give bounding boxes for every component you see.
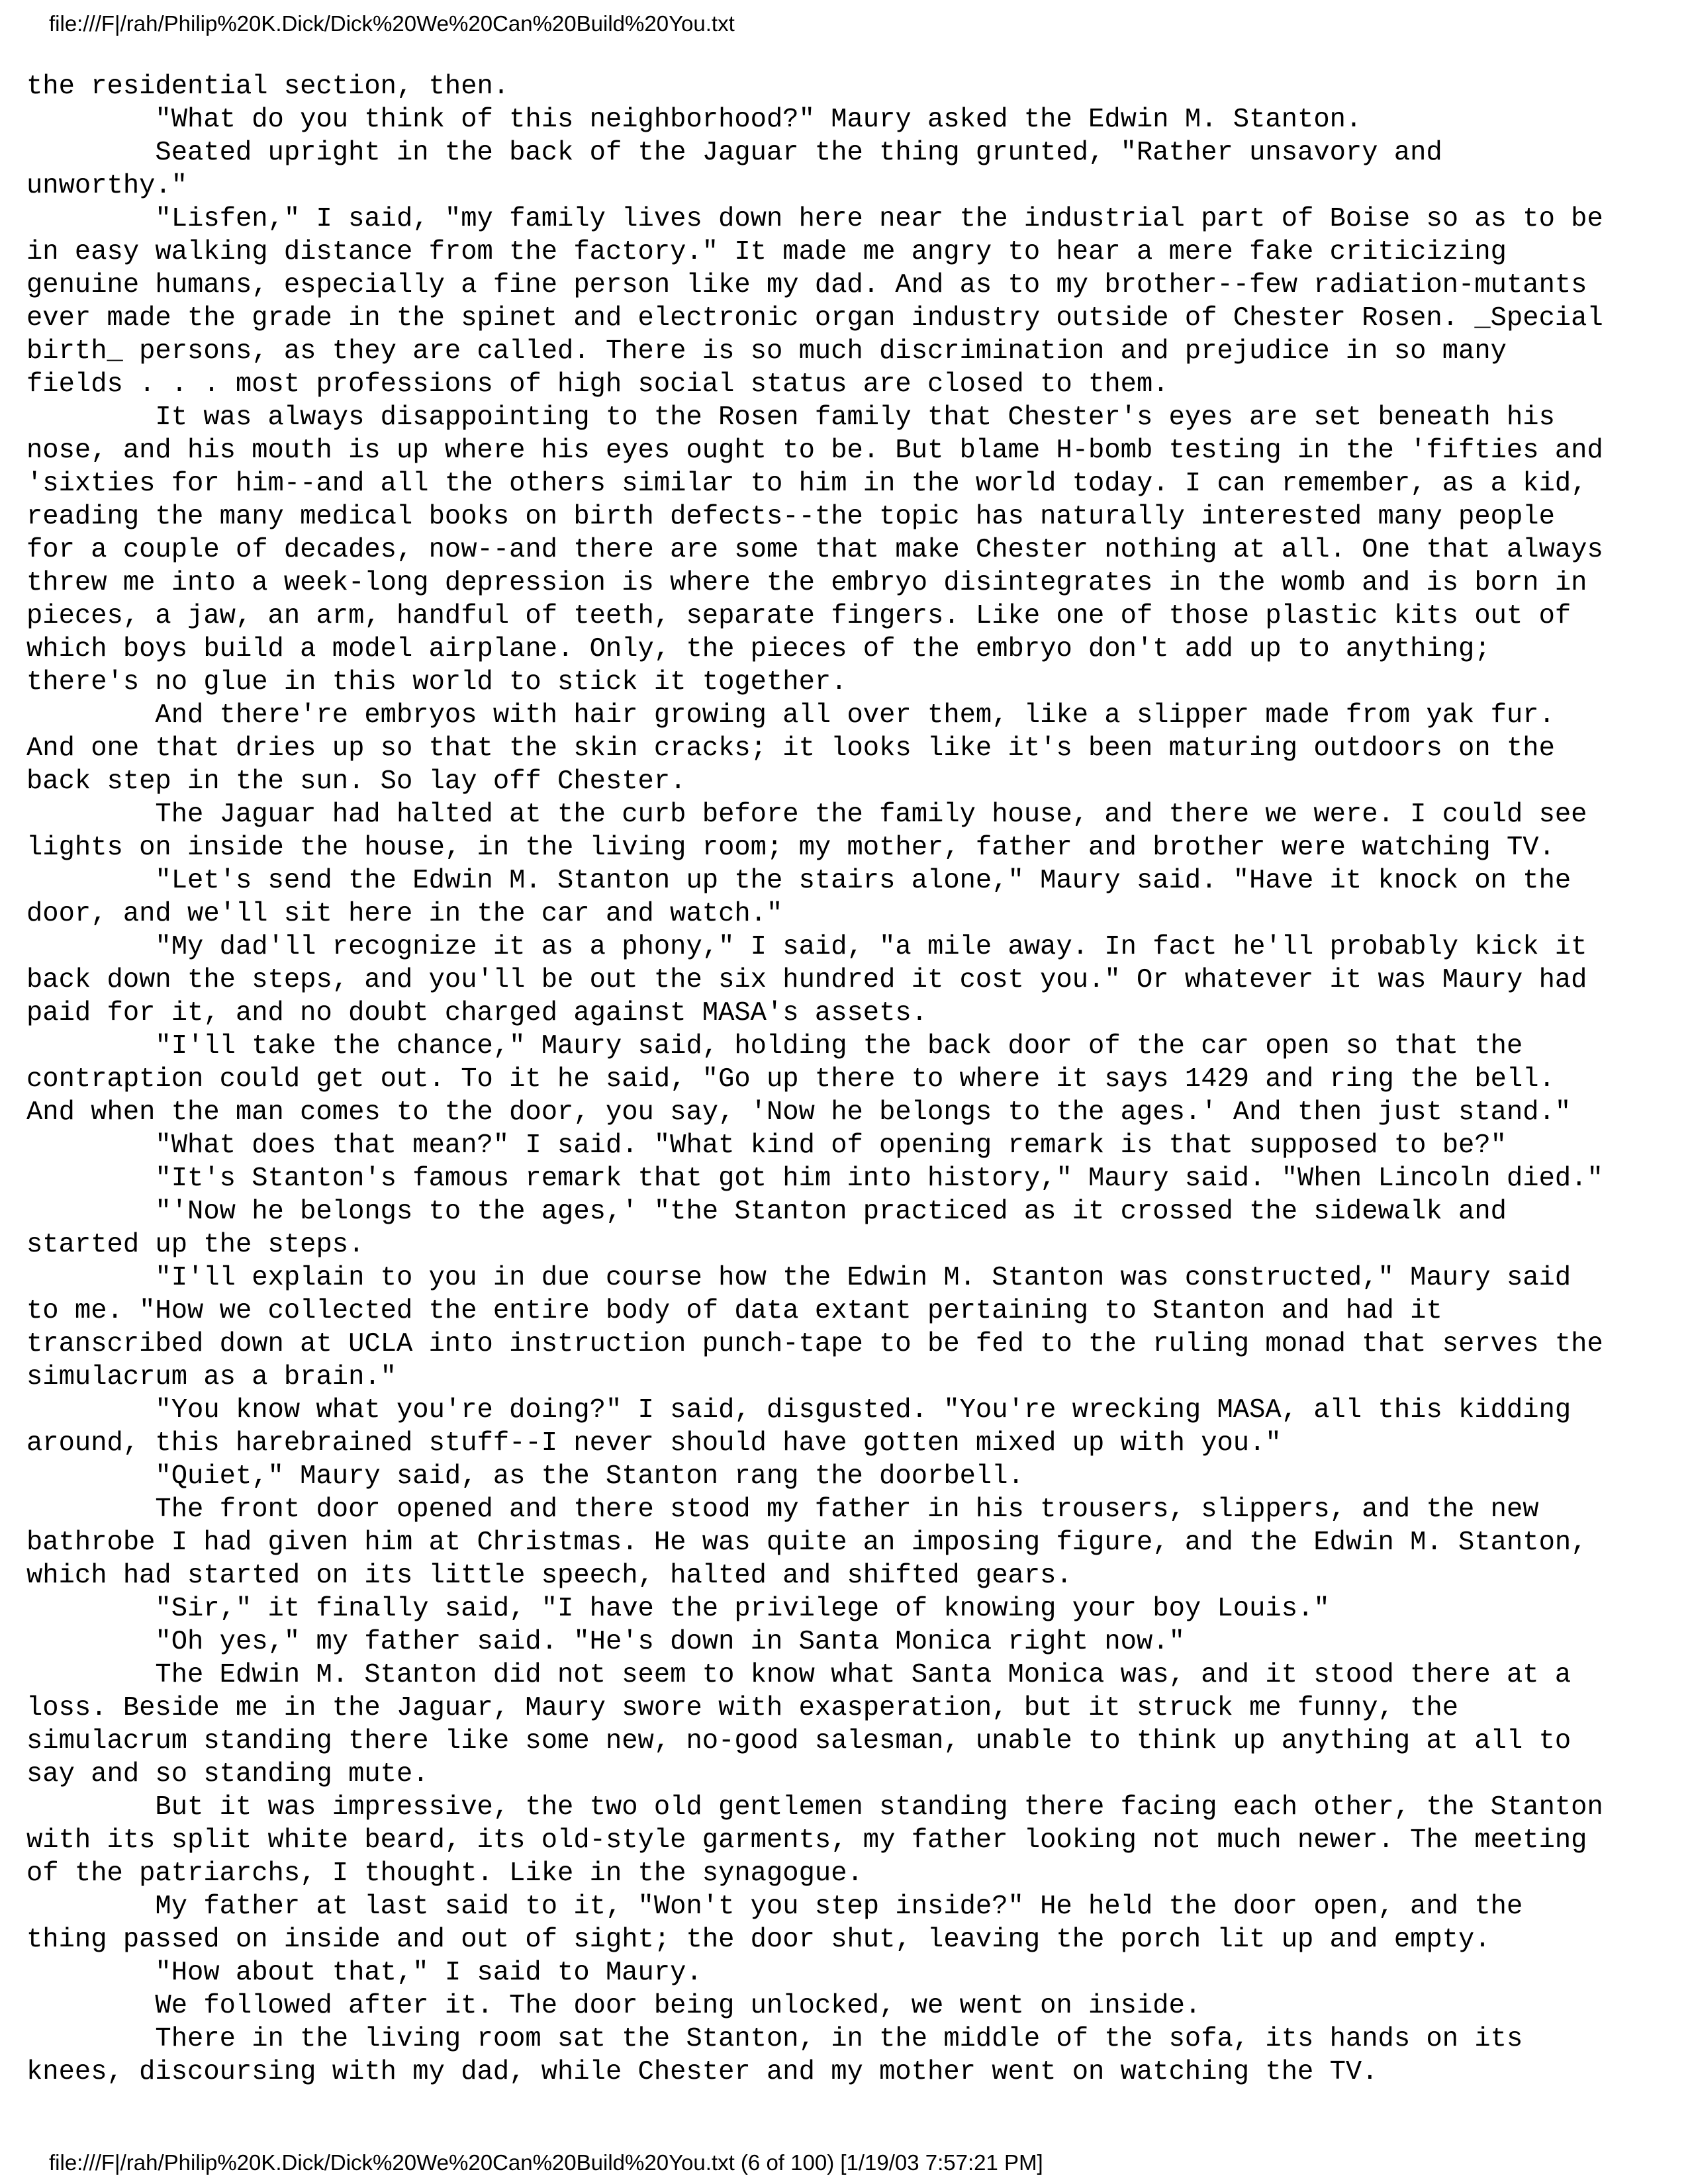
text-line: The Edwin M. Stanton did not seem to know what Santa Monica was, and it stood there at a <box>26 1660 1571 1690</box>
text-line: "What does that mean?" I said. "What kind of opening remark is that supposed to be?" <box>26 1130 1507 1161</box>
text-line: back step in the sun. So lay off Chester. <box>26 766 686 797</box>
text-line: in easy walking distance from the factory." It made me angry to hear a mere fake criticizing <box>26 237 1507 267</box>
text-line: back down the steps, and you'll be out the six hundred it cost you." Or whatever it was Maury had <box>26 965 1587 995</box>
text-line: "My dad'll recognize it as a phony," I said, "a mile away. In fact he'll probably kick it <box>26 932 1587 962</box>
text-line: But it was impressive, the two old gentlemen standing there facing each other, the Stanton <box>26 1792 1603 1823</box>
text-line: nose, and his mouth is up where his eyes ought to be. But blame H-bomb testing in the 'fifties and <box>26 435 1603 466</box>
text-line: say and so standing mute. <box>26 1759 429 1790</box>
footer-file-info: file:///F|/rah/Philip%20K.Dick/Dick%20We%20Can%20Build%20You.txt (6 of 100) [1/19/03 7:57:21 PM] <box>49 2150 1043 2175</box>
text-line: for a couple of decades, now--and there are some that make Chester nothing at all. One that always <box>26 535 1603 565</box>
text-line: paid for it, and no doubt charged against MASA's assets. <box>26 998 928 1028</box>
text-line: The front door opened and there stood my father in his trousers, slippers, and the new <box>26 1494 1539 1525</box>
text-line: started up the steps. <box>26 1230 365 1260</box>
text-line: The Jaguar had halted at the curb before the family house, and there we were. I could see <box>26 799 1587 830</box>
text-line: around, this harebrained stuff--I never should have gotten mixed up with you." <box>26 1428 1282 1459</box>
text-line: "Sir," it finally said, "I have the privilege of knowing your boy Louis." <box>26 1594 1330 1624</box>
text-line: genuine humans, especially a fine person like my dad. And as to my brother--few radiation-mutants <box>26 270 1587 300</box>
text-line: unworthy." <box>26 171 188 201</box>
text-line: 'sixties for him--and all the others similar to him in the world today. I can remember, as a kid, <box>26 469 1587 499</box>
text-line: reading the many medical books on birth defects--the topic has naturally interested many people <box>26 502 1555 532</box>
text-line: pieces, a jaw, an arm, handful of teeth, separate fingers. Like one of those plastic kits out of <box>26 601 1571 631</box>
text-line: "Let's send the Edwin M. Stanton up the stairs alone," Maury said. "Have it knock on the <box>26 866 1571 896</box>
text-line: door, and we'll sit here in the car and watch." <box>26 899 783 929</box>
text-line: transcribed down at UCLA into instruction punch-tape to be fed to the ruling monad that serves the <box>26 1329 1603 1359</box>
header-file-url: file:///F|/rah/Philip%20K.Dick/Dick%20We%20Can%20Build%20You.txt <box>49 11 735 36</box>
text-line: with its split white beard, its old-style garments, my father looking not much newer. The meeting <box>26 1825 1587 1856</box>
text-line: simulacrum as a brain." <box>26 1362 397 1392</box>
text-line: threw me into a week-long depression is where the embryo disintegrates in the womb and is born in <box>26 568 1587 598</box>
text-line: We followed after it. The door being unlocked, we went on inside. <box>26 1991 1201 2021</box>
text-line: And when the man comes to the door, you say, 'Now he belongs to the ages.' And then just stand." <box>26 1097 1571 1128</box>
text-line: "You know what you're doing?" I said, disgusted. "You're wrecking MASA, all this kidding <box>26 1395 1571 1426</box>
text-line: loss. Beside me in the Jaguar, Maury swore with exasperation, but it struck me funny, the <box>26 1693 1459 1723</box>
text-line: And there're embryos with hair growing all over them, like a slipper made from yak fur. <box>26 700 1555 731</box>
text-line: "It's Stanton's famous remark that got him into history," Maury said. "When Lincoln died." <box>26 1163 1603 1194</box>
text-line: And one that dries up so that the skin cracks; it looks like it's been maturing outdoors on the <box>26 733 1555 764</box>
text-line: "What do you think of this neighborhood?" Maury asked the Edwin M. Stanton. <box>26 105 1362 135</box>
text-line: contraption could get out. To it he said, "Go up there to where it says 1429 and ring the bell. <box>26 1064 1555 1095</box>
text-line: "Lisfen," I said, "my family lives down here near the industrial part of Boise so as to be <box>26 204 1603 234</box>
text-line: birth_ persons, as they are called. There is so much discrimination and prejudice in so many <box>26 336 1507 367</box>
text-line: the residential section, then. <box>26 71 510 102</box>
text-line: My father at last said to it, "Won't you step inside?" He held the door open, and the <box>26 1891 1523 1922</box>
document-body-text <box>26 70 1668 2089</box>
text-line: knees, discoursing with my dad, while Chester and my mother went on watching the TV. <box>26 2057 1378 2087</box>
text-line: lights on inside the house, in the living room; my mother, father and brother were watching TV. <box>26 833 1555 863</box>
text-line: there's no glue in this world to stick it together. <box>26 667 847 698</box>
text-line: Seated upright in the back of the Jaguar the thing grunted, "Rather unsavory and <box>26 138 1442 168</box>
text-line: "Quiet," Maury said, as the Stanton rang the doorbell. <box>26 1461 1024 1492</box>
text-line: fields . . . most professions of high social status are closed to them. <box>26 369 1169 400</box>
text-line: which boys build a model airplane. Only, the pieces of the embryo don't add up to anything; <box>26 634 1491 664</box>
text-line: which had started on its little speech, halted and shifted gears. <box>26 1561 1072 1591</box>
text-line: to me. "How we collected the entire body of data extant pertaining to Stanton and had it <box>26 1296 1442 1326</box>
text-line: thing passed on inside and out of sight; the door shut, leaving the porch lit up and empty. <box>26 1925 1491 1955</box>
text-line: bathrobe I had given him at Christmas. He was quite an imposing figure, and the Edwin M. Stanton, <box>26 1527 1587 1558</box>
text-line: of the patriarchs, I thought. Like in the synagogue. <box>26 1858 863 1889</box>
text-line: ever made the grade in the spinet and electronic organ industry outside of Chester Rosen. _Special <box>26 303 1603 334</box>
text-line: "I'll explain to you in due course how the Edwin M. Stanton was constructed," Maury said <box>26 1263 1571 1293</box>
text-line: "'Now he belongs to the ages,' "the Stanton practiced as it crossed the sidewalk and <box>26 1197 1507 1227</box>
text-line: It was always disappointing to the Rosen family that Chester's eyes are set beneath his <box>26 402 1555 433</box>
text-line: "How about that," I said to Maury. <box>26 1958 702 1988</box>
text-line: "I'll take the chance," Maury said, holding the back door of the car open so that the <box>26 1031 1523 1062</box>
text-line: There in the living room sat the Stanton, in the middle of the sofa, its hands on its <box>26 2024 1523 2054</box>
text-line: "Oh yes," my father said. "He's down in Santa Monica right now." <box>26 1627 1185 1657</box>
text-line: simulacrum standing there like some new, no-good salesman, unable to think up anything at all to <box>26 1726 1571 1756</box>
